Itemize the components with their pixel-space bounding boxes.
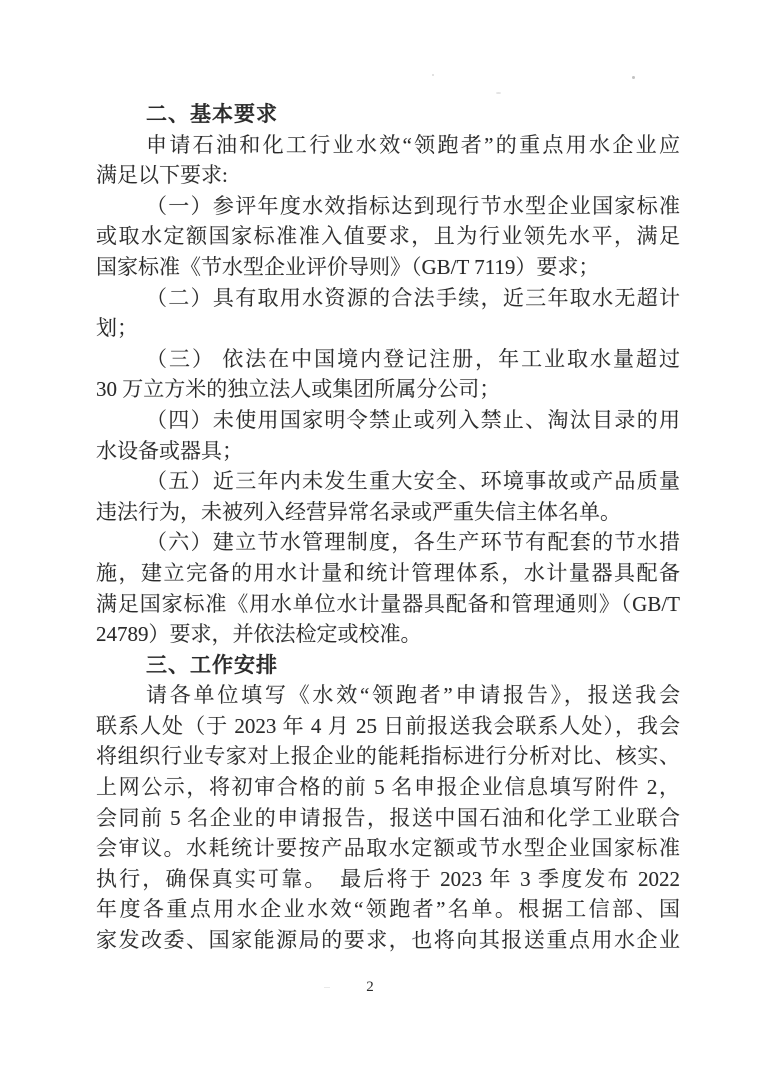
document-lines <box>96 99 680 956</box>
scan-artifact <box>632 76 635 79</box>
text-line: 国家标准《节水型企业评价导则》（GB/T 7119）要求； <box>96 254 600 279</box>
text-line: 会同前 5 名企业的申请报告，报送中国石油和化学工业联合 <box>96 805 680 830</box>
text-line: 24789）要求，并依法检定或校准。 <box>96 622 422 647</box>
text-line: 满足以下要求: <box>96 163 228 188</box>
scan-artifact <box>324 987 330 988</box>
text-line: 施，建立完备的用水计量和统计管理体系，水计量器具配备 <box>96 560 680 585</box>
text-line: 执行，确保真实可靠。 最后将于 2023 年 3 季度发布 2022 <box>96 866 680 891</box>
text-line: （五）近三年内未发生重大安全、环境事故或产品质量 <box>146 469 680 494</box>
text-line: 请各单位填写《水效“领跑者”申请报告》，报送我会 <box>146 683 680 708</box>
text-line: 满足国家标准《用水单位水计量器具配备和管理通则》（GB/T <box>96 591 680 616</box>
text-line: （二）具有取用水资源的合法手续，近三年取水无超计 <box>146 285 680 310</box>
section-heading: 三、工作安排 <box>146 652 278 677</box>
text-line: 或取水定额国家标准准入值要求，且为行业领先水平，满足 <box>96 224 680 249</box>
text-line: 水设备或器具； <box>96 438 243 463</box>
page-number: 2 <box>366 979 374 995</box>
text-line: （三） 依法在中国境内登记注册，年工业取水量超过 <box>146 346 680 371</box>
section-heading: 二、基本要求 <box>146 102 278 126</box>
text-line: （四）未使用国家明令禁止或列入禁止、淘汰目录的用 <box>146 407 680 432</box>
text-line: 申请石油和化工行业水效“领跑者”的重点用水企业应 <box>146 132 680 157</box>
text-line: 年度各重点用水企业水效“领跑者”名单。根据工信部、国 <box>96 897 680 922</box>
scan-artifact <box>432 74 434 76</box>
scan-artifact <box>496 92 501 94</box>
text-line: （六）建立节水管理制度，各生产环节有配套的节水措 <box>146 530 680 555</box>
text-line: 30 万立方米的独立法人或集团所属分公司； <box>96 377 501 402</box>
text-line: 划； <box>96 316 138 341</box>
text-line: 上网公示，将初审合格的前 5 名申报企业信息填写附件 2， <box>96 775 680 800</box>
text-line: （一）参评年度水效指标达到现行节水型企业国家标准 <box>146 193 680 218</box>
text-line: 将组织行业专家对上报企业的能耗指标进行分析对比、核实、 <box>96 744 680 769</box>
text-line: 家发改委、国家能源局的要求，也将向其报送重点用水企业 <box>96 928 680 953</box>
text-line: 联系人处（于 2023 年 4 月 25 日前报送我会联系人处），我会 <box>96 713 680 738</box>
text-line: 会审议。水耗统计要按产品取水定额或节水型企业国家标准 <box>96 836 680 861</box>
text-line: 违法行为，未被列入经营异常名录或严重失信主体名单。 <box>96 499 621 524</box>
